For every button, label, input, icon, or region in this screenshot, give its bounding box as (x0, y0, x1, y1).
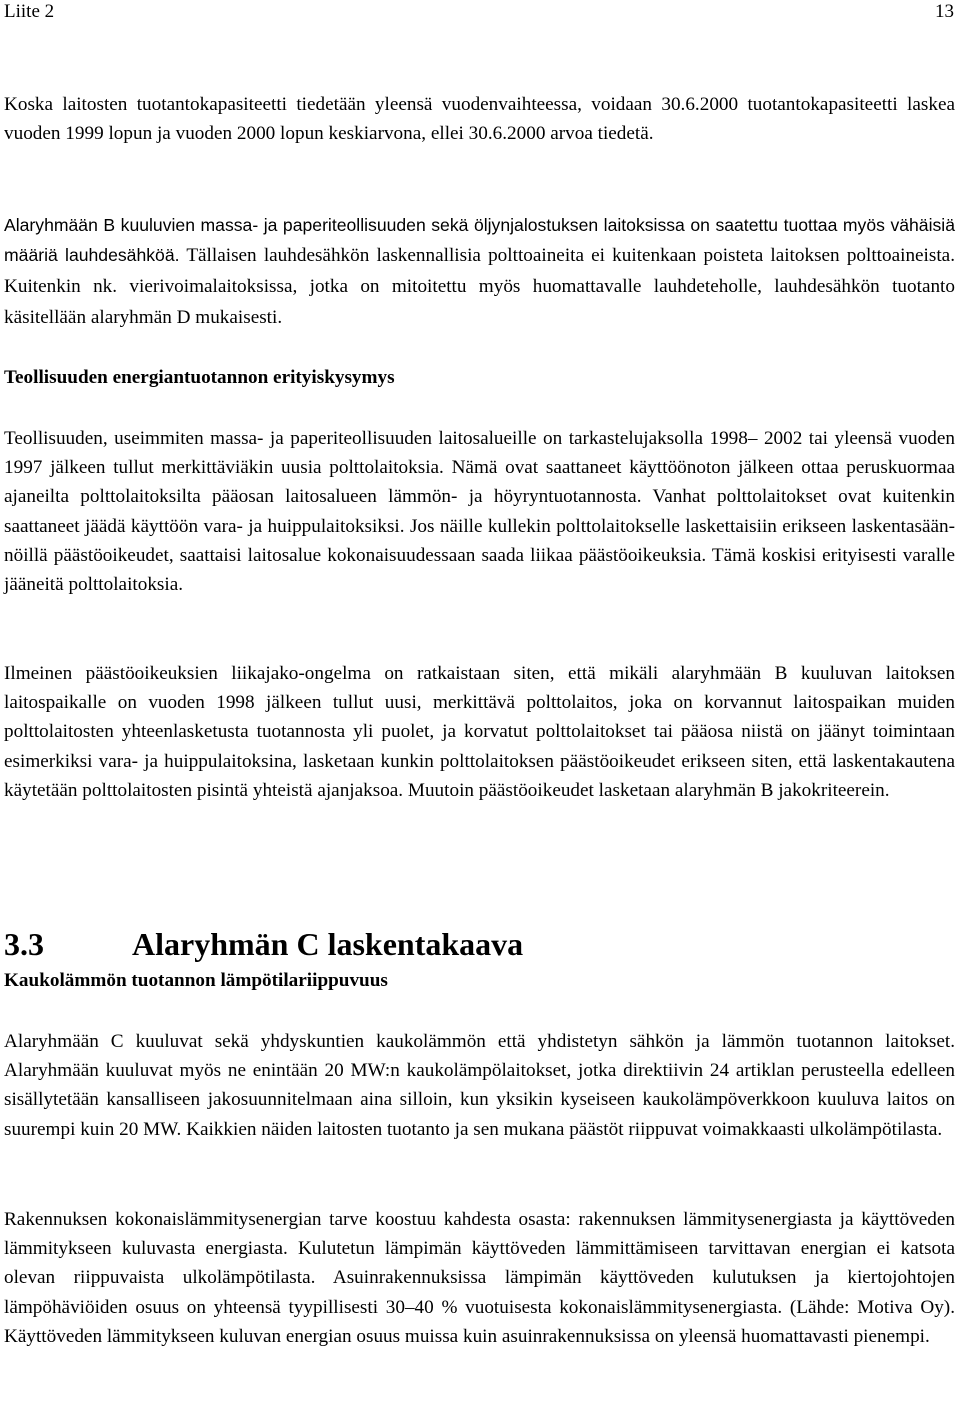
appendix-label: Liite 2 (4, 1, 55, 22)
section-title: Alaryhmän C laskentakaava (132, 925, 524, 962)
paragraph-industry-plants: Teollisuuden, useimmiten massa- ja paperiteollisuuden laitosalueille on tarkastelujaksolla 1998– 2002 tai yleensä vuoden 1997 jälkeen tullut merkittäviäkin uusia polttolaitoksia. Nämä ovat saattaneet käyttöönoton jälkeen ottaa peruskuormaa ajaneilta polttolaitoksilta pääosan laitosalueen lämmön- ja höyryntuotannosta. Vanhat polttolaitokset ovat kuitenkin saattaneet jäädä käyttöön vara- ja huippulaitoksiksi. Jos näille kullekin polttolaitokselle laskettaisiin erikseen laskentasäännöillä päästöoikeudet, saattaisi laitosalue kokonaisuudessaan saada liikaa päästöoikeuksia. Tämä koskisi erityisesti varalle jääneitä polttolaitoksia. (4, 428, 955, 596)
section-number: 3.3 (4, 925, 44, 962)
heading-industry-energy: Teollisuuden energiantuotannon erityiskysymys (4, 367, 395, 388)
paragraph-subgroup-c: Alaryhmään C kuuluvat sekä yhdyskuntien kaukolämmön että yhdistetyn sähkön ja lämmön tuotannon laitokset. Alaryhmään kuuluvat myös ne enintään 20 MW:n kaukolämpölaitokset, jotka direktiivin 24 artiklan perusteella edelleen sisällytetään kansalliseen jakosuunnitelmaan aina silloin, kun yksikin kyseiseen kaukolämpöverkkoon kuuluva laitos on suurempi kuin 20 MW. Kaikkien näiden laitosten tuotanto ja sen mukana päästöt riippuvat voimakkaasti ulkolämpötilasta. (4, 1031, 955, 1140)
page-header (4, 0, 954, 28)
paragraph-condensing-power (4, 210, 955, 333)
paragraph-heating-energy: Rakennuksen kokonaislämmitysenergian tarve koostuu kahdesta osasta: rakennuksen lämmitysenergiasta ja käyttöveden lämmitykseen kuluvasta energiasta. Kulutetun lämpimän käyttöveden lämmittämiseen tarvittavan energian ei katsota olevan riippuvaista ulkolämpötilasta. Asuinrakennuksissa lämpimän käyttöveden kulutuksen ja kiertojohtojen lämpöhäviöiden osuus on yhteensä tyypillisesti 30–40 % vuotuisesta kokonaislämmitysenergiasta. (Lähde: Motiva Oy). Käyttöveden lämmitykseen kuluvan energian osuus muissa kuin asuinrakennuksissa on yleensä huomattavasti pienempi. (4, 1209, 955, 1347)
section-heading (4, 924, 523, 964)
paragraph-condensing-power-part2: Tällaisen lauhdesähkön laskennallisia polttoaineita ei kuitenkaan poisteta laitoksen polttoaineista. Kuitenkin nk. vierivoimalaitoksissa, jotka on mitoitettu myös huomattavalle lauhdeteholle, lauhdesähkön tuotanto käsitellään alaryhmän D mukaisesti. (4, 245, 955, 328)
heading-district-heating: Kaukolämmön tuotannon lämpötilariippuvuus (4, 970, 388, 991)
paragraph-capacity: Koska laitosten tuotantokapasiteetti tiedetään yleensä vuodenvaihteessa, voidaan 30.6.2000 tuotantokapasiteetti laskea vuoden 1999 lopun ja vuoden 2000 lopun keskiarvona, ellei 30.6.2000 arvoa tiedetä. (4, 94, 955, 145)
paragraph-overallocation: Ilmeinen päästöoikeuksien liikajako-ongelma on ratkaistaan siten, että mikäli alaryhmään B kuuluvan laitoksen laitospaikalle on vuoden 1998 jälkeen tullut uusi, merkittävä polttolaitos, joka on korvannut laitospaikan muiden polttolaitosten yhteenlasketusta tuotannosta yli puolet, ja korvatut polttolaitokset tai pääosa niistä on jäänyt toimintaan esimerkiksi vara- ja huippulaitoksina, lasketaan kunkin polttolaitoksen päästöoikeudet erikseen siten, että laskentakautena käytetään polttolaitosten pisintä yhteistä ajanjaksoa. Muutoin päästöoikeudet lasketaan alaryhmän B jakokriteerein. (4, 663, 955, 801)
page-number: 13 (935, 1, 954, 22)
paragraph-condensing-power-part1: Alaryhmään B kuuluvien massa- ja paperiteollisuuden sekä öljynjalostuksen laitoksissa on saatettu tuottaa myös vähäisiä määriä lauhdesähköä. (4, 215, 955, 265)
